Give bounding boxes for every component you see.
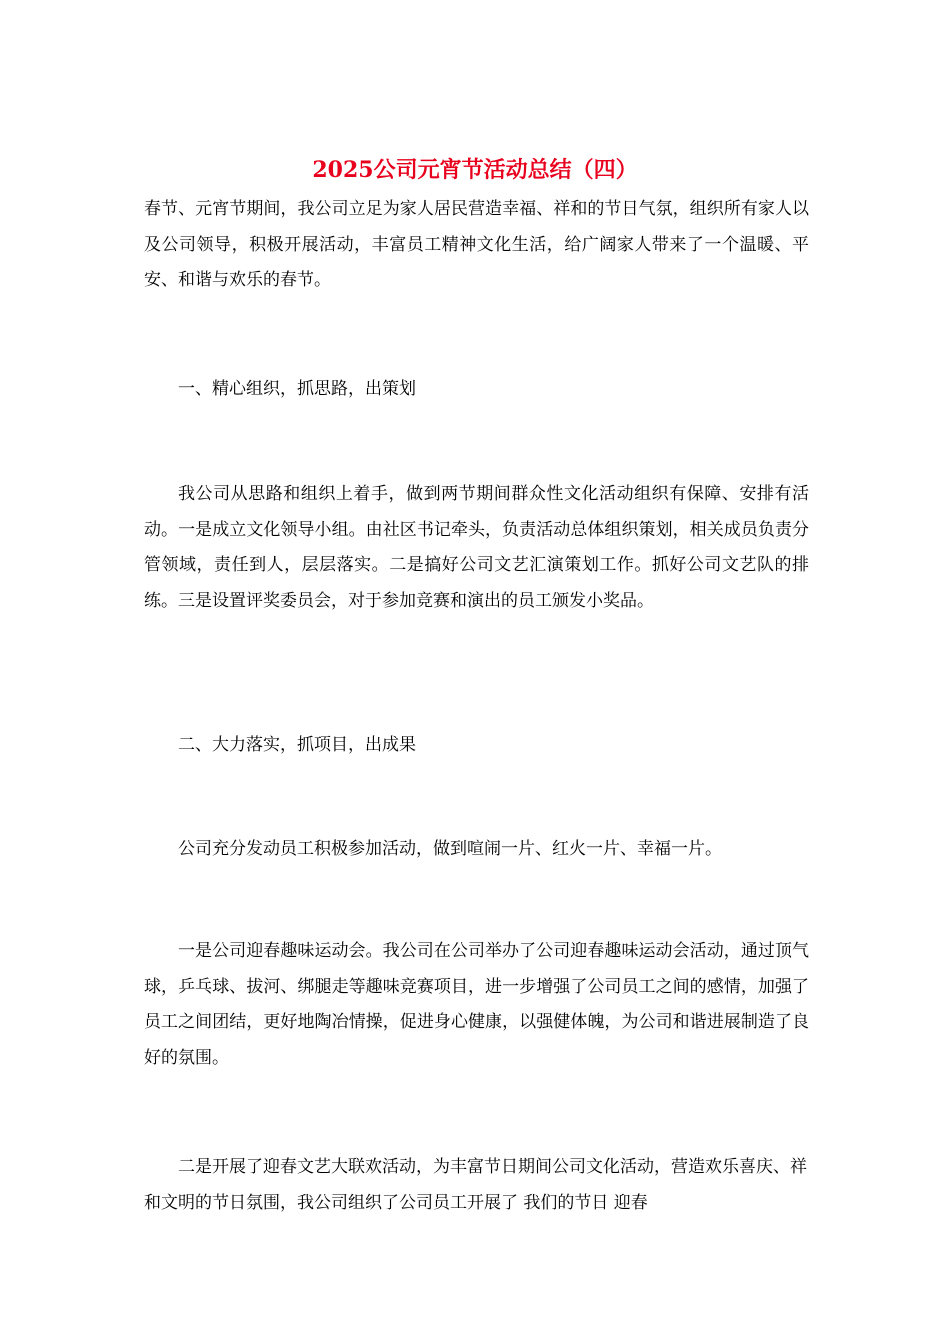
art-gala-paragraph: 二是开展了迎春文艺大联欢活动，为丰富节日期间公司文化活动，营造欢乐喜庆、祥和文明的节日氛围，我公司组织了公司员工开展了 我们的节日 迎春 [144, 1157, 807, 1213]
section-heading-1: 一、精心组织，抓思路，出策划 [178, 379, 416, 399]
document-title: 2025公司元宵节活动总结（四） [312, 157, 638, 183]
section-2-intro-paragraph: 公司充分发动员工积极参加活动，做到喧闹一片、红火一片、幸福一片。 [178, 839, 722, 859]
section-heading-2: 二、大力落实，抓项目，出成果 [178, 735, 416, 755]
sports-meet-paragraph: 一是公司迎春趣味运动会。我公司在公司举办了公司迎春趣味运动会活动，通过顶气球，乒乓球、拔河、绑腿走等趣味竞赛项目，进一步增强了公司员工之间的感情，加强了员工之间团结，更好地陶冶情操，促进身心健康，以强健体魄，为公司和谐进展制造了良好的氛围。 [144, 941, 809, 1068]
section-1-paragraph: 我公司从思路和组织上着手，做到两节期间群众性文化活动组织有保障、安排有活动。一是成立文化领导小组。由社区书记牵头，负责活动总体组织策划，相关成员负责分管领域，责任到人，层层落实。二是搞好公司文艺汇演策划工作。抓好公司文艺队的排练。三是设置评奖委员会，对于参加竞赛和演出的员工颁发小奖品。 [144, 484, 809, 611]
intro-paragraph: 春节、元宵节期间，我公司立足为家人居民营造幸福、祥和的节日气氛，组织所有家人以及公司领导，积极开展活动，丰富员工精神文化生活，给广阔家人带来了一个温暖、平安、和谐与欢乐的春节。 [144, 199, 809, 290]
